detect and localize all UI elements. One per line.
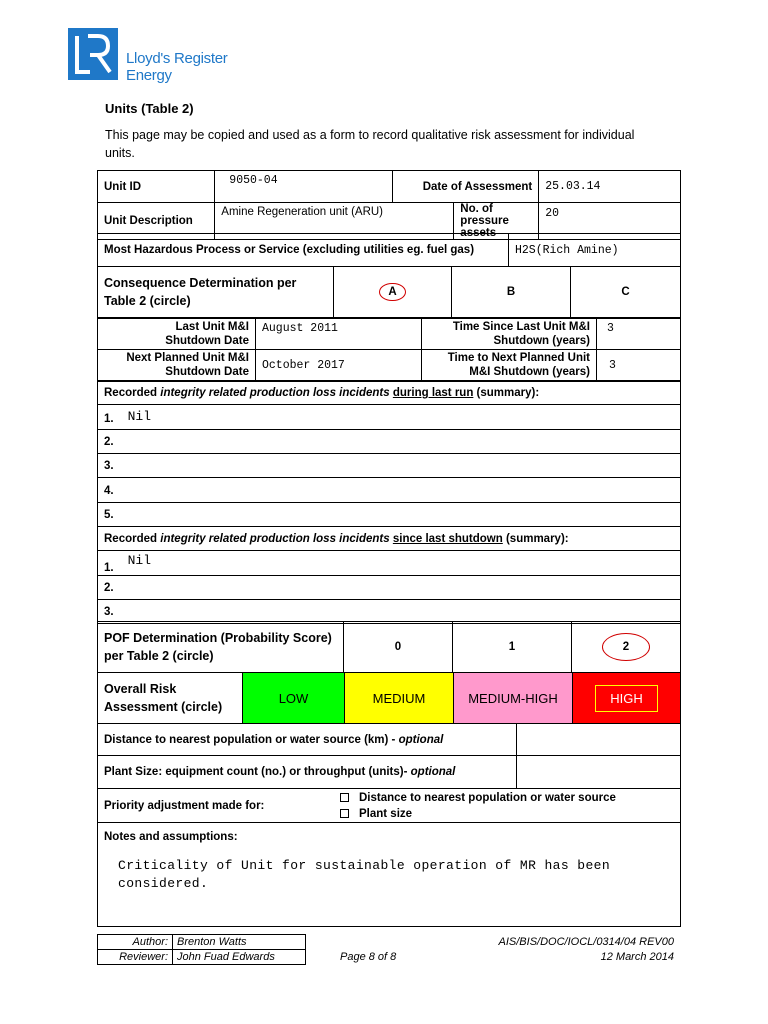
incidents-run-under: during last run [392, 387, 474, 399]
list-item[interactable] [98, 454, 681, 478]
plant-size-label-text: Plant Size: equipment count (no.) or throughput (units)- [104, 766, 411, 778]
page-heading: Units (Table 2) [105, 101, 194, 116]
distance-label-text: Distance to nearest population or water source (km) - [104, 733, 399, 746]
consequence-selected-circle: A [379, 283, 405, 301]
date-value[interactable]: 25.03.14 [539, 171, 681, 203]
next-shutdown-label [98, 350, 256, 381]
unit-desc-label: Unit Description [98, 203, 215, 240]
plant-size-label [98, 756, 517, 789]
item-number: 1. [104, 413, 114, 425]
checkbox-icon[interactable] [340, 793, 349, 802]
item-number: 1. [104, 561, 114, 574]
item-number: 2. [104, 436, 114, 448]
list-item[interactable] [98, 600, 681, 624]
incidents-run-ital: integrity related production loss incidents [160, 387, 390, 399]
list-item[interactable] [98, 405, 681, 430]
last-shutdown-label-1: Last Unit M&I [175, 321, 249, 333]
item-number: 5. [104, 509, 114, 521]
priority-table [97, 788, 681, 823]
time-next-label-2: M&I Shutdown (years) [469, 366, 590, 378]
time-since-value[interactable]: 3 [597, 319, 681, 350]
pof-table [97, 621, 681, 673]
incidents-run-table [97, 381, 681, 624]
distance-value[interactable] [517, 724, 681, 756]
doc-date: 12 March 2014 [600, 951, 674, 963]
reviewer-value: John Fuad Edwards [173, 950, 306, 965]
next-shutdown-value[interactable]: October 2017 [256, 350, 422, 381]
logo-text [126, 50, 227, 84]
doc-ref: AIS/BIS/DOC/IOCL/0314/04 REV00 [498, 936, 674, 948]
distance-optional: optional [398, 733, 444, 746]
incidents-run-post: (summary): [473, 387, 540, 399]
incidents-shutdown-ital: integrity related production loss incidents [160, 532, 390, 545]
item-number: 3. [104, 606, 114, 618]
incidents-run-pre: Recorded [104, 387, 161, 399]
time-next-label-1: Time to Next Planned Unit [447, 352, 590, 364]
logo-text-line2: Energy [126, 67, 172, 84]
priority-option-distance[interactable] [340, 790, 674, 806]
pressure-label: No. of pressure assets [460, 203, 509, 239]
time-since-label-2: Shutdown (years) [493, 335, 590, 347]
pof-option-1[interactable]: 1 [453, 622, 572, 673]
incidents-shutdown-pre: Recorded [104, 532, 161, 545]
next-shutdown-label-1: Next Planned Unit M&I [126, 352, 249, 364]
item-text: Nil [127, 409, 151, 424]
pof-option-2[interactable] [572, 622, 681, 673]
last-shutdown-label [98, 319, 256, 350]
risk-option-medium-high[interactable]: MEDIUM-HIGH [454, 673, 573, 724]
consequence-option-b[interactable]: B [452, 267, 571, 318]
author-label: Author: [98, 935, 173, 950]
notes-cell [98, 823, 681, 927]
item-text: Nil [127, 552, 151, 568]
time-since-label [422, 319, 597, 350]
page-number: Page 8 of 8 [340, 951, 397, 963]
item-number: 4. [104, 484, 114, 497]
last-shutdown-value[interactable]: August 2011 [256, 319, 422, 350]
distance-label [98, 724, 517, 756]
incidents-run-header [98, 382, 681, 405]
unit-id-label: Unit ID [98, 171, 215, 203]
pof-selected-circle: 2 [602, 633, 650, 661]
logo-text-line1: Lloyd's Register [126, 50, 228, 67]
logo [68, 28, 118, 80]
priority-label: Priority adjustment made for: [98, 789, 335, 823]
risk-selected-box: HIGH [595, 685, 658, 712]
priority-option-distance-label: Distance to nearest population or water source [359, 791, 616, 804]
consequence-label: Consequence Determination per Table 2 (circle) [98, 267, 334, 318]
footer-author-table [97, 934, 306, 965]
date-label: Date of Assessment [393, 171, 539, 203]
time-next-value[interactable]: 3 [597, 350, 681, 381]
risk-label: Overall Risk Assessment (circle) [98, 673, 243, 724]
list-item[interactable] [98, 478, 681, 503]
checkbox-icon[interactable] [340, 809, 349, 818]
incidents-shutdown-post: (summary): [502, 532, 569, 545]
item-number: 2. [104, 582, 114, 594]
consequence-option-a[interactable] [334, 267, 452, 318]
pressure-value[interactable]: 20 [539, 203, 681, 240]
consequence-table [97, 266, 681, 318]
unit-desc-value[interactable]: Amine Regeneration unit (ARU) [215, 203, 454, 239]
hazard-label: Most Hazardous Process or Service (excluding utilities eg. fuel gas) [98, 234, 509, 267]
shutdown-table [97, 318, 681, 381]
risk-option-medium[interactable]: MEDIUM [345, 673, 454, 724]
risk-table [97, 672, 681, 724]
unit-id-value[interactable]: 9050-04 [215, 171, 393, 203]
plant-size-optional: optional [410, 766, 456, 778]
optional-table [97, 723, 681, 789]
priority-options [334, 789, 681, 823]
next-shutdown-label-2: Shutdown Date [165, 366, 249, 378]
incidents-shutdown-under: since last shutdown [392, 532, 503, 545]
intro-text: This page may be copied and used as a form to record qualitative risk assessment for individual units. [105, 128, 635, 160]
risk-option-low[interactable]: LOW [243, 673, 345, 724]
notes-label: Notes and assumptions: [104, 831, 238, 843]
lr-logo-icon [68, 28, 118, 80]
list-item[interactable] [98, 551, 681, 576]
incidents-shutdown-header [98, 527, 681, 551]
plant-size-value[interactable] [517, 756, 681, 789]
time-since-label-1: Time Since Last Unit M&I [452, 321, 590, 333]
notes-value[interactable]: Criticality of Unit for sustainable operation of MR has been considered. [118, 858, 611, 891]
time-next-label [422, 350, 597, 381]
priority-option-plant-size-label: Plant size [359, 807, 413, 820]
list-item[interactable] [98, 430, 681, 454]
last-shutdown-label-2: Shutdown Date [165, 335, 249, 347]
unit-info-table [97, 170, 681, 240]
list-item[interactable] [98, 576, 681, 600]
risk-option-high[interactable] [573, 673, 681, 724]
hazard-table [97, 233, 681, 267]
item-number: 3. [104, 460, 114, 472]
pof-option-0[interactable]: 0 [344, 622, 453, 673]
notes-table [97, 822, 681, 927]
author-value: Brenton Watts [173, 935, 306, 950]
pof-label: POF Determination (Probability Score) per Table 2 (circle) [98, 622, 344, 673]
list-item[interactable] [98, 503, 681, 527]
hazard-value[interactable]: H2S(Rich Amine) [509, 234, 681, 267]
reviewer-label: Reviewer: [98, 950, 173, 965]
priority-option-plant-size[interactable] [340, 806, 674, 822]
consequence-option-c[interactable]: C [571, 267, 681, 318]
